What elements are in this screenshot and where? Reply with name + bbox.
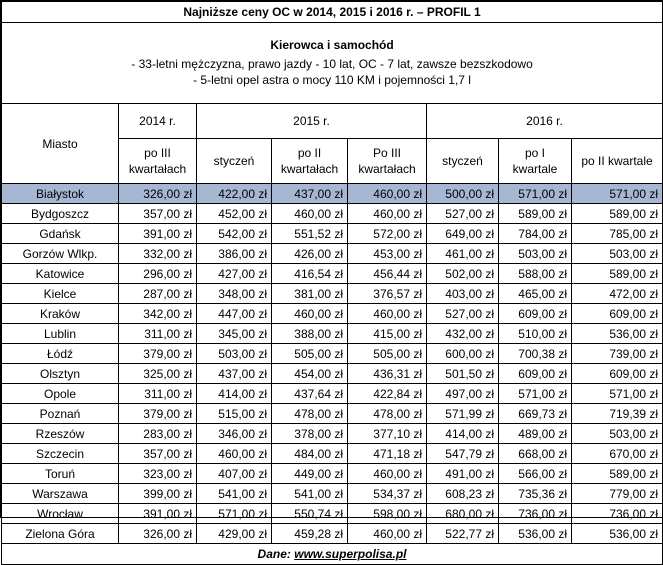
table-row	[2, 244, 663, 264]
price-cell: 426,00 zł	[272, 244, 348, 264]
price-cell: 357,00 zł	[119, 444, 197, 464]
price-cell: 459,28 zł	[272, 524, 348, 544]
table-row	[2, 504, 663, 524]
price-cell: 465,00 zł	[499, 284, 572, 304]
price-cell: 609,00 zł	[572, 364, 663, 384]
header-sub-7: po II kwartale	[572, 139, 663, 184]
price-cell: 326,00 zł	[119, 524, 197, 544]
price-cell: 325,00 zł	[119, 364, 197, 384]
price-cell: 489,00 zł	[499, 424, 572, 444]
price-cell: 348,00 zł	[197, 284, 272, 304]
price-cell: 460,00 zł	[348, 184, 427, 204]
price-cell: 403,00 zł	[427, 284, 499, 304]
price-cell: 536,00 zł	[499, 524, 572, 544]
price-cell: 500,00 zł	[427, 184, 499, 204]
price-cell: 311,00 zł	[119, 324, 197, 344]
price-cell: 503,00 zł	[572, 244, 663, 264]
price-cell: 572,00 zł	[348, 224, 427, 244]
price-cell: 503,00 zł	[197, 344, 272, 364]
price-cell: 719,39 zł	[572, 404, 663, 424]
price-cell: 478,00 zł	[348, 404, 427, 424]
price-cell: 536,00 zł	[572, 524, 663, 544]
city-cell: Olsztyn	[2, 364, 119, 384]
price-cell: 422,84 zł	[348, 384, 427, 404]
table-row	[2, 524, 663, 544]
price-cell: 668,00 zł	[499, 444, 572, 464]
header-sub-2: styczeń	[197, 139, 272, 184]
table-row	[2, 304, 663, 324]
city-cell: Gorzów Wlkp.	[2, 244, 119, 264]
price-cell: 414,00 zł	[427, 424, 499, 444]
price-cell: 609,00 zł	[499, 304, 572, 324]
price-cell: 452,00 zł	[197, 204, 272, 224]
city-cell: Zielona Góra	[2, 524, 119, 544]
price-cell: 608,23 zł	[427, 484, 499, 504]
header-year-2015: 2015 r.	[197, 104, 427, 139]
price-cell: 739,00 zł	[572, 344, 663, 364]
price-cell: 346,00 zł	[197, 424, 272, 444]
price-cell: 436,31 zł	[348, 364, 427, 384]
price-cell: 460,00 zł	[272, 304, 348, 324]
table-title: Najniższe ceny OC w 2014, 2015 i 2016 r. – PROFIL 1	[2, 2, 663, 23]
price-cell: 505,00 zł	[348, 344, 427, 364]
city-cell: Rzeszów	[2, 424, 119, 444]
price-cell: 461,00 zł	[427, 244, 499, 264]
price-cell: 379,00 zł	[119, 404, 197, 424]
price-cell: 432,00 zł	[427, 324, 499, 344]
price-cell: 784,00 zł	[499, 224, 572, 244]
table-row	[2, 224, 663, 244]
price-cell: 588,00 zł	[499, 264, 572, 284]
price-cell: 391,00 zł	[119, 224, 197, 244]
price-cell: 472,00 zł	[572, 284, 663, 304]
price-cell: 566,00 zł	[499, 464, 572, 484]
table-row	[2, 444, 663, 464]
price-cell: 534,37 zł	[348, 484, 427, 504]
table-row	[2, 404, 663, 424]
price-cell: 388,00 zł	[272, 324, 348, 344]
price-cell: 296,00 zł	[119, 264, 197, 284]
price-cell: 287,00 zł	[119, 284, 197, 304]
profile-info	[2, 23, 663, 104]
city-cell: Warszawa	[2, 484, 119, 504]
price-cell: 323,00 zł	[119, 464, 197, 484]
price-cell: 381,00 zł	[272, 284, 348, 304]
price-cell: 386,00 zł	[197, 244, 272, 264]
price-cell: 357,00 zł	[119, 204, 197, 224]
source-label: Dane:	[257, 547, 291, 561]
price-cell: 700,38 zł	[499, 344, 572, 364]
profile-line-2: - 5-letni opel astra o mocy 110 KM i pojemności 1,7 l	[193, 73, 471, 87]
price-cell: 785,00 zł	[572, 224, 663, 244]
price-cell: 478,00 zł	[272, 404, 348, 424]
price-cell: 415,00 zł	[348, 324, 427, 344]
source-footer	[2, 544, 663, 565]
table-row	[2, 344, 663, 364]
price-cell: 598,00 zł	[348, 504, 427, 524]
price-cell: 502,00 zł	[427, 264, 499, 284]
city-cell: Łódź	[2, 344, 119, 364]
price-cell: 779,00 zł	[572, 484, 663, 504]
header-year-2016: 2016 r.	[427, 104, 663, 139]
price-cell: 326,00 zł	[119, 184, 197, 204]
price-cell: 407,00 zł	[197, 464, 272, 484]
price-cell: 589,00 zł	[572, 204, 663, 224]
price-cell: 342,00 zł	[119, 304, 197, 324]
price-cell: 332,00 zł	[119, 244, 197, 264]
price-cell: 491,00 zł	[427, 464, 499, 484]
city-cell: Lublin	[2, 324, 119, 344]
price-cell: 471,18 zł	[348, 444, 427, 464]
price-cell: 460,00 zł	[348, 204, 427, 224]
price-cell: 422,00 zł	[197, 184, 272, 204]
city-cell: Szczecin	[2, 444, 119, 464]
source-link[interactable]: www.superpolisa.pl	[294, 547, 407, 561]
price-cell: 609,00 zł	[572, 304, 663, 324]
price-cell: 505,00 zł	[272, 344, 348, 364]
price-cell: 571,00 zł	[499, 384, 572, 404]
city-cell: Gdańsk	[2, 224, 119, 244]
price-cell: 670,00 zł	[572, 444, 663, 464]
price-cell: 571,00 zł	[499, 184, 572, 204]
table-row	[2, 264, 663, 284]
price-cell: 527,00 zł	[427, 304, 499, 324]
price-cell: 501,50 zł	[427, 364, 499, 384]
price-cell: 376,57 zł	[348, 284, 427, 304]
table-row	[2, 484, 663, 504]
city-cell: Bydgoszcz	[2, 204, 119, 224]
price-cell: 453,00 zł	[348, 244, 427, 264]
price-table	[1, 1, 663, 565]
price-cell: 680,00 zł	[427, 504, 499, 524]
price-cell: 437,00 zł	[272, 184, 348, 204]
table-row	[2, 184, 663, 204]
header-city: Miasto	[2, 104, 119, 184]
price-cell: 391,00 zł	[119, 504, 197, 524]
city-cell: Kraków	[2, 304, 119, 324]
header-year-2014: 2014 r.	[119, 104, 197, 139]
price-cell: 427,00 zł	[197, 264, 272, 284]
price-cell: 460,00 zł	[348, 464, 427, 484]
city-cell: Katowice	[2, 264, 119, 284]
city-cell: Toruń	[2, 464, 119, 484]
city-cell: Opole	[2, 384, 119, 404]
price-cell: 551,52 zł	[272, 224, 348, 244]
price-cell: 460,00 zł	[348, 304, 427, 324]
price-cell: 429,00 zł	[197, 524, 272, 544]
price-cell: 735,36 zł	[499, 484, 572, 504]
city-cell: Poznań	[2, 404, 119, 424]
price-cell: 283,00 zł	[119, 424, 197, 444]
price-cell: 460,00 zł	[272, 204, 348, 224]
price-cell: 460,00 zł	[197, 444, 272, 464]
price-cell: 649,00 zł	[427, 224, 499, 244]
price-cell: 522,77 zł	[427, 524, 499, 544]
price-cell: 547,79 zł	[427, 444, 499, 464]
price-cell: 399,00 zł	[119, 484, 197, 504]
header-sub-6: po I kwartale	[499, 139, 572, 184]
table-row	[2, 324, 663, 344]
price-cell: 460,00 zł	[348, 524, 427, 544]
table-row	[2, 204, 663, 224]
price-cell: 510,00 zł	[499, 324, 572, 344]
price-cell: 454,00 zł	[272, 364, 348, 384]
price-cell: 541,00 zł	[272, 484, 348, 504]
table-row	[2, 464, 663, 484]
price-cell: 589,00 zł	[572, 464, 663, 484]
price-cell: 515,00 zł	[197, 404, 272, 424]
profile-heading: Kierowca i samochód	[270, 38, 394, 52]
profile-line-1: - 33-letni mężczyzna, prawo jazdy - 10 lat, OC - 7 lat, zawsze bezszkodowo	[131, 57, 533, 71]
city-cell: Białystok	[2, 184, 119, 204]
price-cell: 345,00 zł	[197, 324, 272, 344]
header-sub-4: Po III kwartałach	[348, 139, 427, 184]
price-cell: 449,00 zł	[272, 464, 348, 484]
header-sub-3: po II kwartałach	[272, 139, 348, 184]
header-sub-1: po III kwartałach	[119, 139, 197, 184]
city-cell: Wrocław	[2, 504, 119, 524]
price-cell: 414,00 zł	[197, 384, 272, 404]
price-cell: 311,00 zł	[119, 384, 197, 404]
price-cell: 456,44 zł	[348, 264, 427, 284]
city-cell: Kielce	[2, 284, 119, 304]
price-cell: 600,00 zł	[427, 344, 499, 364]
price-cell: 589,00 zł	[499, 204, 572, 224]
table-row	[2, 384, 663, 404]
price-cell: 378,00 zł	[272, 424, 348, 444]
price-cell: 589,00 zł	[572, 264, 663, 284]
price-cell: 669,73 zł	[499, 404, 572, 424]
price-cell: 609,00 zł	[499, 364, 572, 384]
price-cell: 571,00 zł	[572, 184, 663, 204]
table-row	[2, 424, 663, 444]
price-cell: 497,00 zł	[427, 384, 499, 404]
price-cell: 503,00 zł	[572, 424, 663, 444]
price-cell: 550,74 zł	[272, 504, 348, 524]
price-cell: 536,00 zł	[572, 324, 663, 344]
price-cell: 484,00 zł	[272, 444, 348, 464]
price-cell: 527,00 zł	[427, 204, 499, 224]
price-cell: 379,00 zł	[119, 344, 197, 364]
price-cell: 736,00 zł	[499, 504, 572, 524]
price-cell: 736,00 zł	[572, 504, 663, 524]
price-cell: 541,00 zł	[197, 484, 272, 504]
price-cell: 377,10 zł	[348, 424, 427, 444]
price-cell: 571,00 zł	[572, 384, 663, 404]
price-cell: 437,64 zł	[272, 384, 348, 404]
table-row	[2, 364, 663, 384]
price-cell: 542,00 zł	[197, 224, 272, 244]
price-cell: 447,00 zł	[197, 304, 272, 324]
price-cell: 416,54 zł	[272, 264, 348, 284]
price-cell: 503,00 zł	[499, 244, 572, 264]
price-cell: 571,00 zł	[197, 504, 272, 524]
header-sub-5: styczeń	[427, 139, 499, 184]
price-cell: 437,00 zł	[197, 364, 272, 384]
price-cell: 571,99 zł	[427, 404, 499, 424]
table-row	[2, 284, 663, 304]
